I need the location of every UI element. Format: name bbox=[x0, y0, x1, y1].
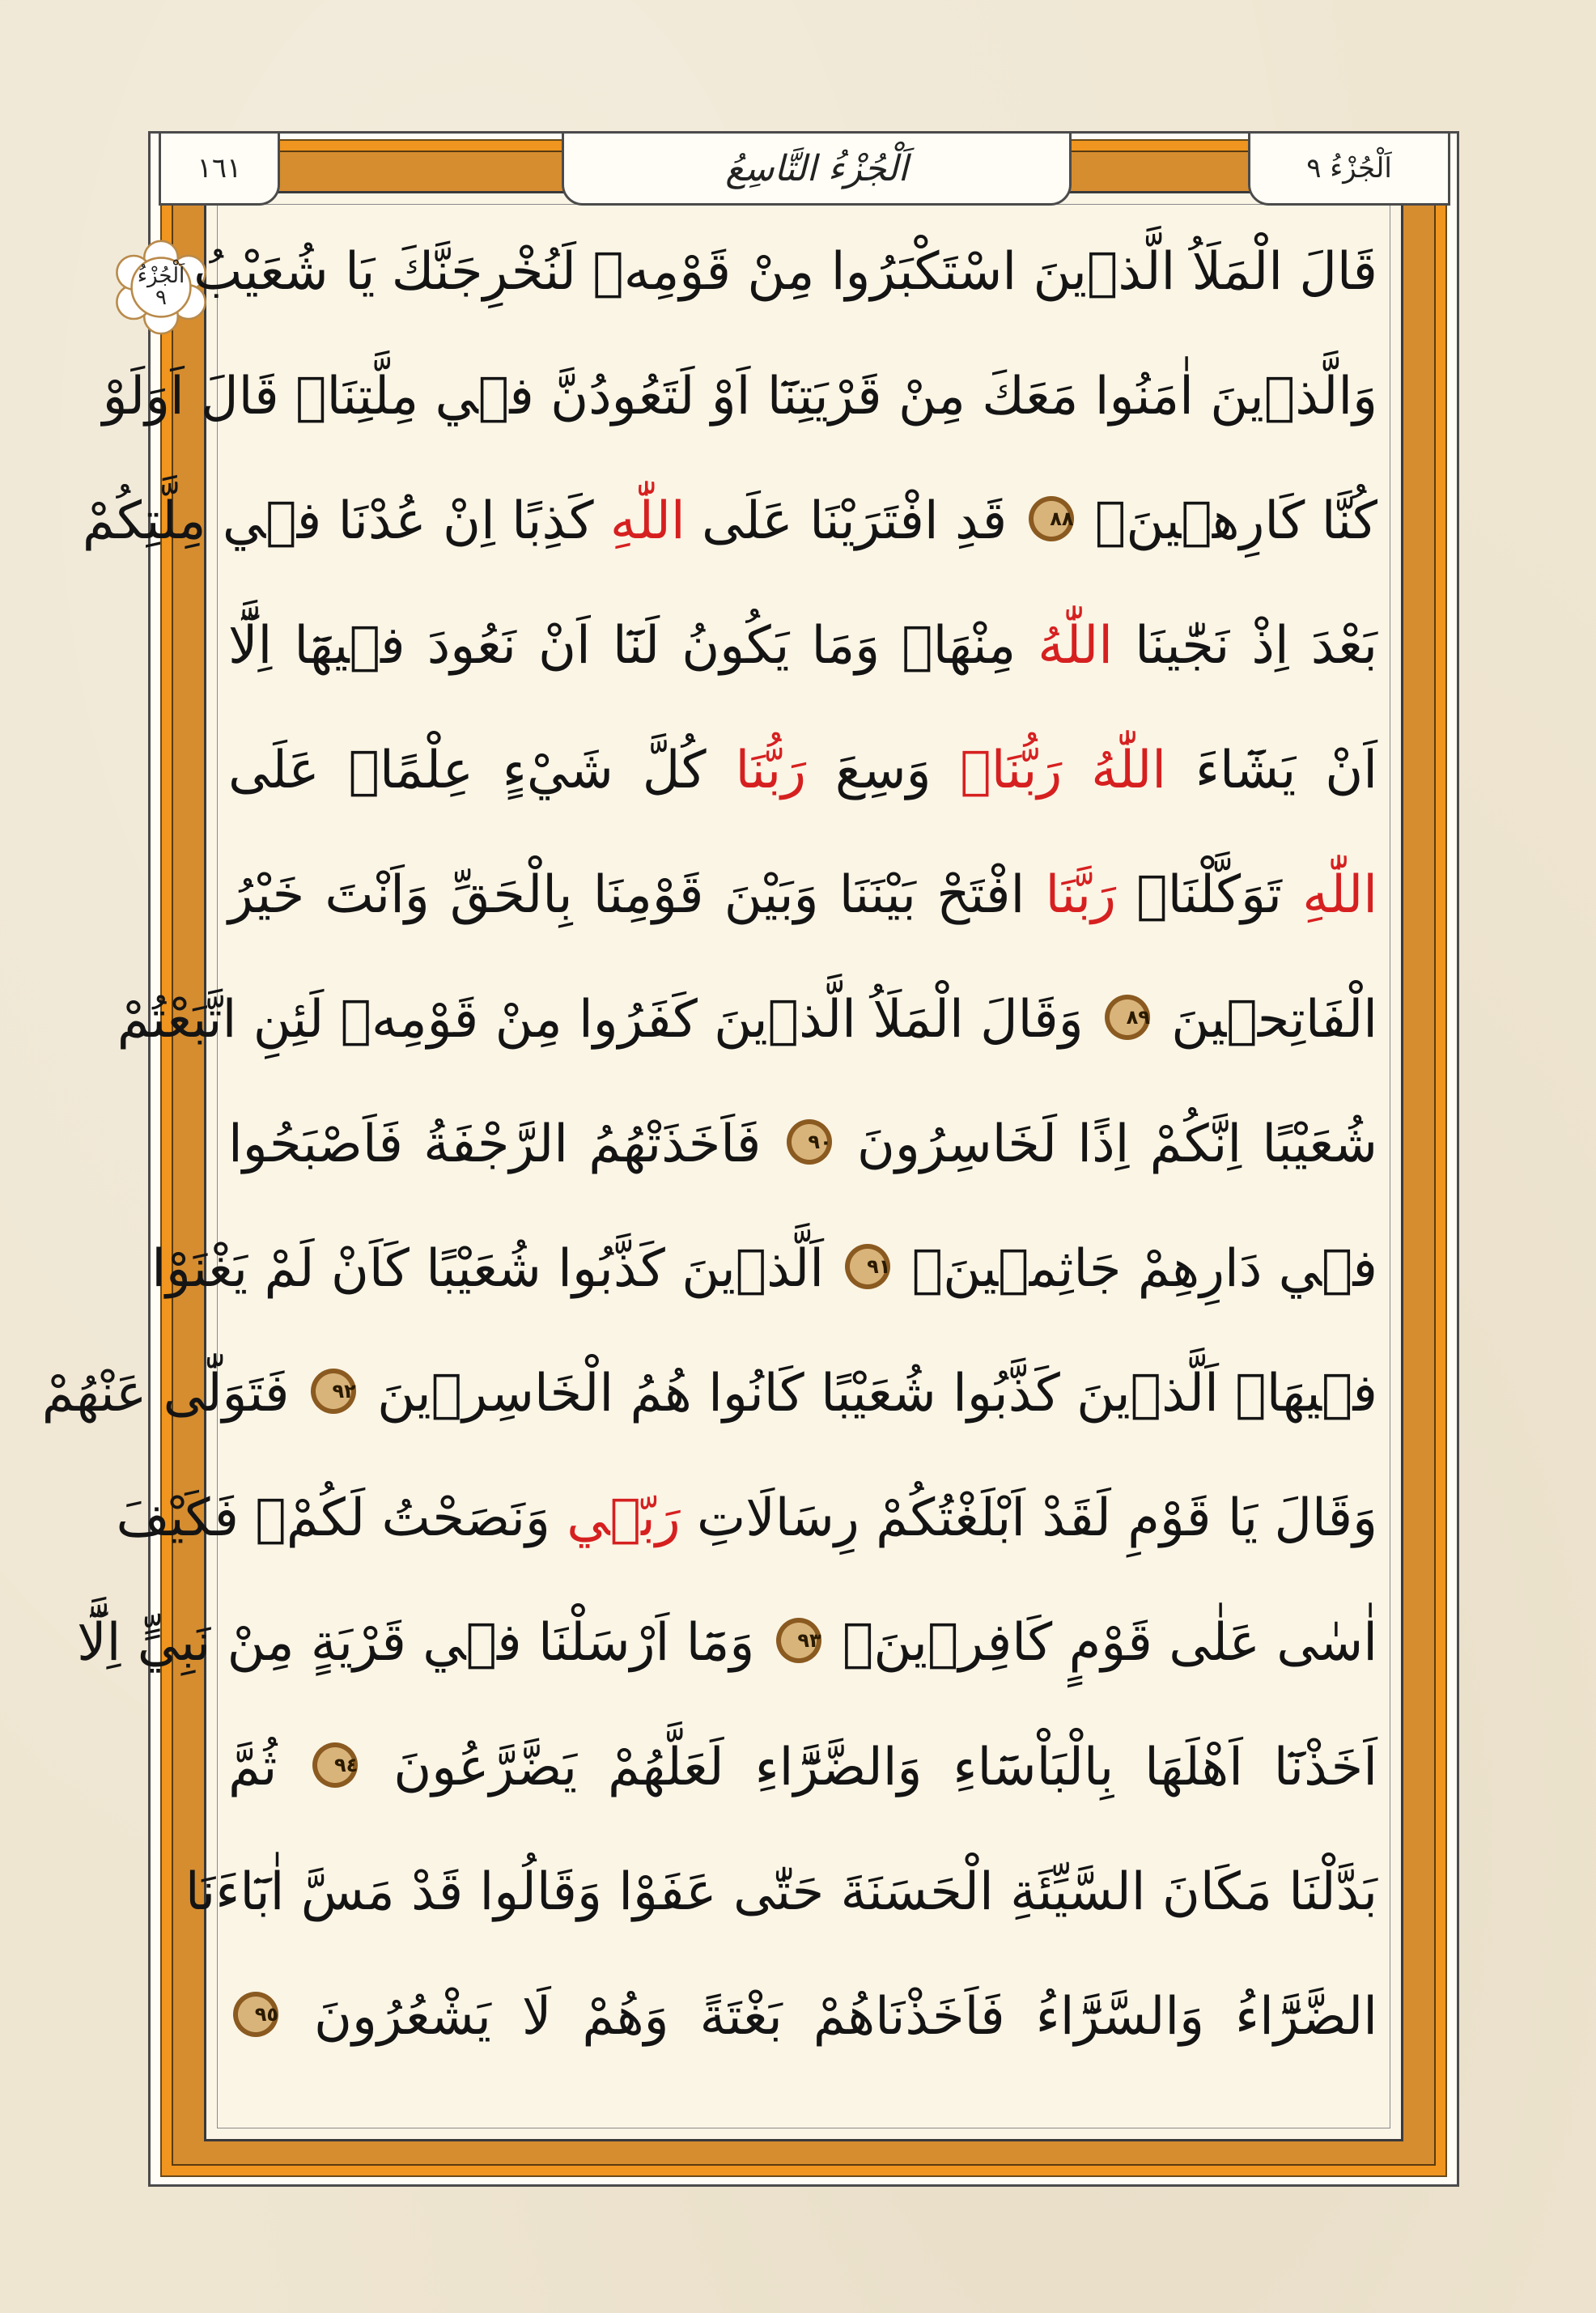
verse-text: ف۪ي دَارِهِمْ جَاثِم۪ينَۚ bbox=[895, 1239, 1377, 1299]
text-line bbox=[228, 1963, 1377, 2070]
verse-text: كُنَّا كَارِه۪ينَۚ bbox=[1078, 491, 1377, 551]
ayah-marker: ٨٩ bbox=[1105, 995, 1150, 1040]
verse-text: اَلَّذ۪ينَ كَذَّبُوا شُعَيْبًا كَاَنْ لَمْ يَغْنَوْا bbox=[151, 1239, 841, 1299]
divine-name-text: رَبّ۪ي bbox=[567, 1488, 681, 1548]
ayah-marker: ٩٣ bbox=[776, 1618, 821, 1663]
verse-text: تَوَكَّلْنَاۜ bbox=[1116, 865, 1303, 925]
juz-rosette-text: اَلْجُزْءُ bbox=[137, 263, 185, 288]
ayah-marker: ٩١ bbox=[845, 1244, 890, 1289]
juz-title-label: اَلْجُزْءُ التَّاسِعُ bbox=[725, 147, 908, 189]
juz-label bbox=[1248, 131, 1450, 206]
verse-text: فَتَوَلّٰى عَنْهُمْ bbox=[41, 1364, 306, 1424]
verse-text: قَدِ افْتَرَيْنَا عَلَى bbox=[685, 491, 1024, 551]
verse-text: فَاَخَذَتْهُمُ الرَّجْفَةُ فَاَصْبَحُوا bbox=[228, 1114, 782, 1174]
verse-text: بَعْدَ اِذْ نَجّٰينَا bbox=[1113, 616, 1378, 676]
juz-title bbox=[562, 131, 1072, 206]
divine-name-text: رَبُّنَا bbox=[735, 741, 807, 800]
verse-text: قَالَ الْمَلَاُ الَّذ۪ينَ اسْتَكْبَرُوا مِنْ قَوْمِه۪ لَنُخْرِجَنَّكَ يَا شُعَيْبُ bbox=[193, 242, 1377, 302]
verse-text: اَخَذْنَٓا اَهْلَهَا بِالْبَاْسَٓاءِ وَالضَّرَّٓاءِ لَعَلَّهُمْ يَضَّرَّعُونَ bbox=[363, 1738, 1378, 1797]
text-line bbox=[185, 1839, 1377, 1946]
juz-rosette-number: ٩ bbox=[155, 286, 167, 310]
verse-text: ف۪يهَاۚ اَلَّذ۪ينَ كَذَّبُوا شُعَيْبًا كَانُوا هُمُ الْخَاسِر۪ينَ bbox=[360, 1364, 1377, 1424]
verse-text: وَقَالَ يَا قَوْمِ لَقَدْ اَبْلَغْتُكُمْ رِسَالَاتِ bbox=[680, 1488, 1377, 1548]
verse-text: الْفَاتِح۪ينَ bbox=[1154, 990, 1377, 1050]
verse-text: كُلَّ شَيْءٍ عِلْمًاۜ عَلَى bbox=[228, 741, 736, 800]
divine-name-text: اللّٰهِ bbox=[1302, 865, 1378, 925]
ayah-marker: ٩٠ bbox=[787, 1119, 832, 1165]
verse-text: وَسِعَ bbox=[806, 741, 961, 800]
verse-text: وَمَٓا اَرْسَلْنَا ف۪ي قَرْيَةٍ مِنْ نَبِيٍّ اِلَّٓا bbox=[77, 1613, 771, 1673]
text-line bbox=[117, 966, 1377, 1073]
juz-label-text: اَلْجُزْءُ ٩ bbox=[1306, 152, 1392, 185]
verse-text: اٰسٰى عَلٰى قَوْمٍ كَافِر۪ينَ۟ bbox=[826, 1613, 1377, 1673]
divine-name-text: اللّٰهِ bbox=[609, 491, 686, 551]
verse-text: افْتَحْ بَيْنَنَا وَبَيْنَ قَوْمِنَا بِالْحَقِّ وَاَنْتَ خَيْرُ bbox=[228, 865, 1046, 925]
text-line bbox=[193, 219, 1377, 325]
ayah-marker: ٨٨ bbox=[1029, 496, 1074, 541]
ayah-marker: ٩٥ bbox=[233, 1992, 278, 2037]
divine-name-text: رَبَّنَا bbox=[1045, 865, 1116, 925]
text-line bbox=[228, 842, 1377, 949]
verse-text: مِنْهَاۜ وَمَا يَكُونُ لَنَٓا اَنْ نَعُودَ ف۪يهَٓا اِلَّٓا bbox=[228, 616, 1038, 676]
text-line bbox=[151, 1216, 1377, 1322]
text-line bbox=[228, 1091, 1377, 1198]
text-line bbox=[228, 717, 1377, 824]
verse-text: كَذِبًا اِنْ عُدْنَا ف۪ي مِلَّتِكُمْ bbox=[82, 491, 610, 551]
page-number bbox=[159, 131, 280, 206]
verse-text: ثُمَّ bbox=[228, 1738, 308, 1797]
ayah-marker: ٩٤ bbox=[312, 1742, 358, 1788]
verse-text: اَنْ يَشَٓاءَ bbox=[1165, 741, 1377, 800]
verse-text: وَنَصَحْتُ لَكُمْۚ فَكَيْفَ bbox=[116, 1488, 567, 1548]
divine-name-text: اللّٰهُ bbox=[1038, 616, 1114, 676]
divine-name-text: اللّٰهُ رَبُّنَاۜ bbox=[960, 741, 1166, 800]
text-line bbox=[102, 343, 1377, 450]
verse-text: وَقَالَ الْمَلَاُ الَّذ۪ينَ كَفَرُوا مِنْ قَوْمِه۪ لَئِنِ اتَّبَعْتُمْ bbox=[117, 990, 1100, 1050]
text-line bbox=[228, 592, 1377, 699]
verse-text: الضَّرَّٓاءُ وَالسَّرَّٓاءُ فَاَخَذْنَاهُمْ بَغْتَةً وَهُمْ لَا يَشْعُرُونَ bbox=[283, 1987, 1377, 2047]
ayah-marker: ٩٢ bbox=[311, 1369, 356, 1414]
verse-text: شُعَيْبًا اِنَّكُمْ اِذًا لَخَاسِرُونَ bbox=[836, 1114, 1378, 1174]
verse-text: وَالَّذ۪ينَ اٰمَنُوا مَعَكَ مِنْ قَرْيَتِنَٓا اَوْ لَتَعُودُنَّ ف۪ي مِلَّتِنَاۜ قَالَ اَوَلَوْ bbox=[102, 367, 1377, 427]
text-line bbox=[82, 468, 1377, 575]
text-line bbox=[41, 1340, 1377, 1447]
text-line bbox=[228, 1714, 1377, 1821]
verse-text: بَدَّلْنَا مَكَانَ السَّيِّئَةِ الْحَسَنَةَ حَتّٰى عَفَوْا وَقَالُوا قَدْ مَسَّ اٰبَٓاءَنَا bbox=[185, 1862, 1377, 1922]
page-number-label: ١٦١ bbox=[197, 152, 242, 185]
text-line bbox=[116, 1465, 1377, 1572]
text-line bbox=[77, 1589, 1377, 1696]
